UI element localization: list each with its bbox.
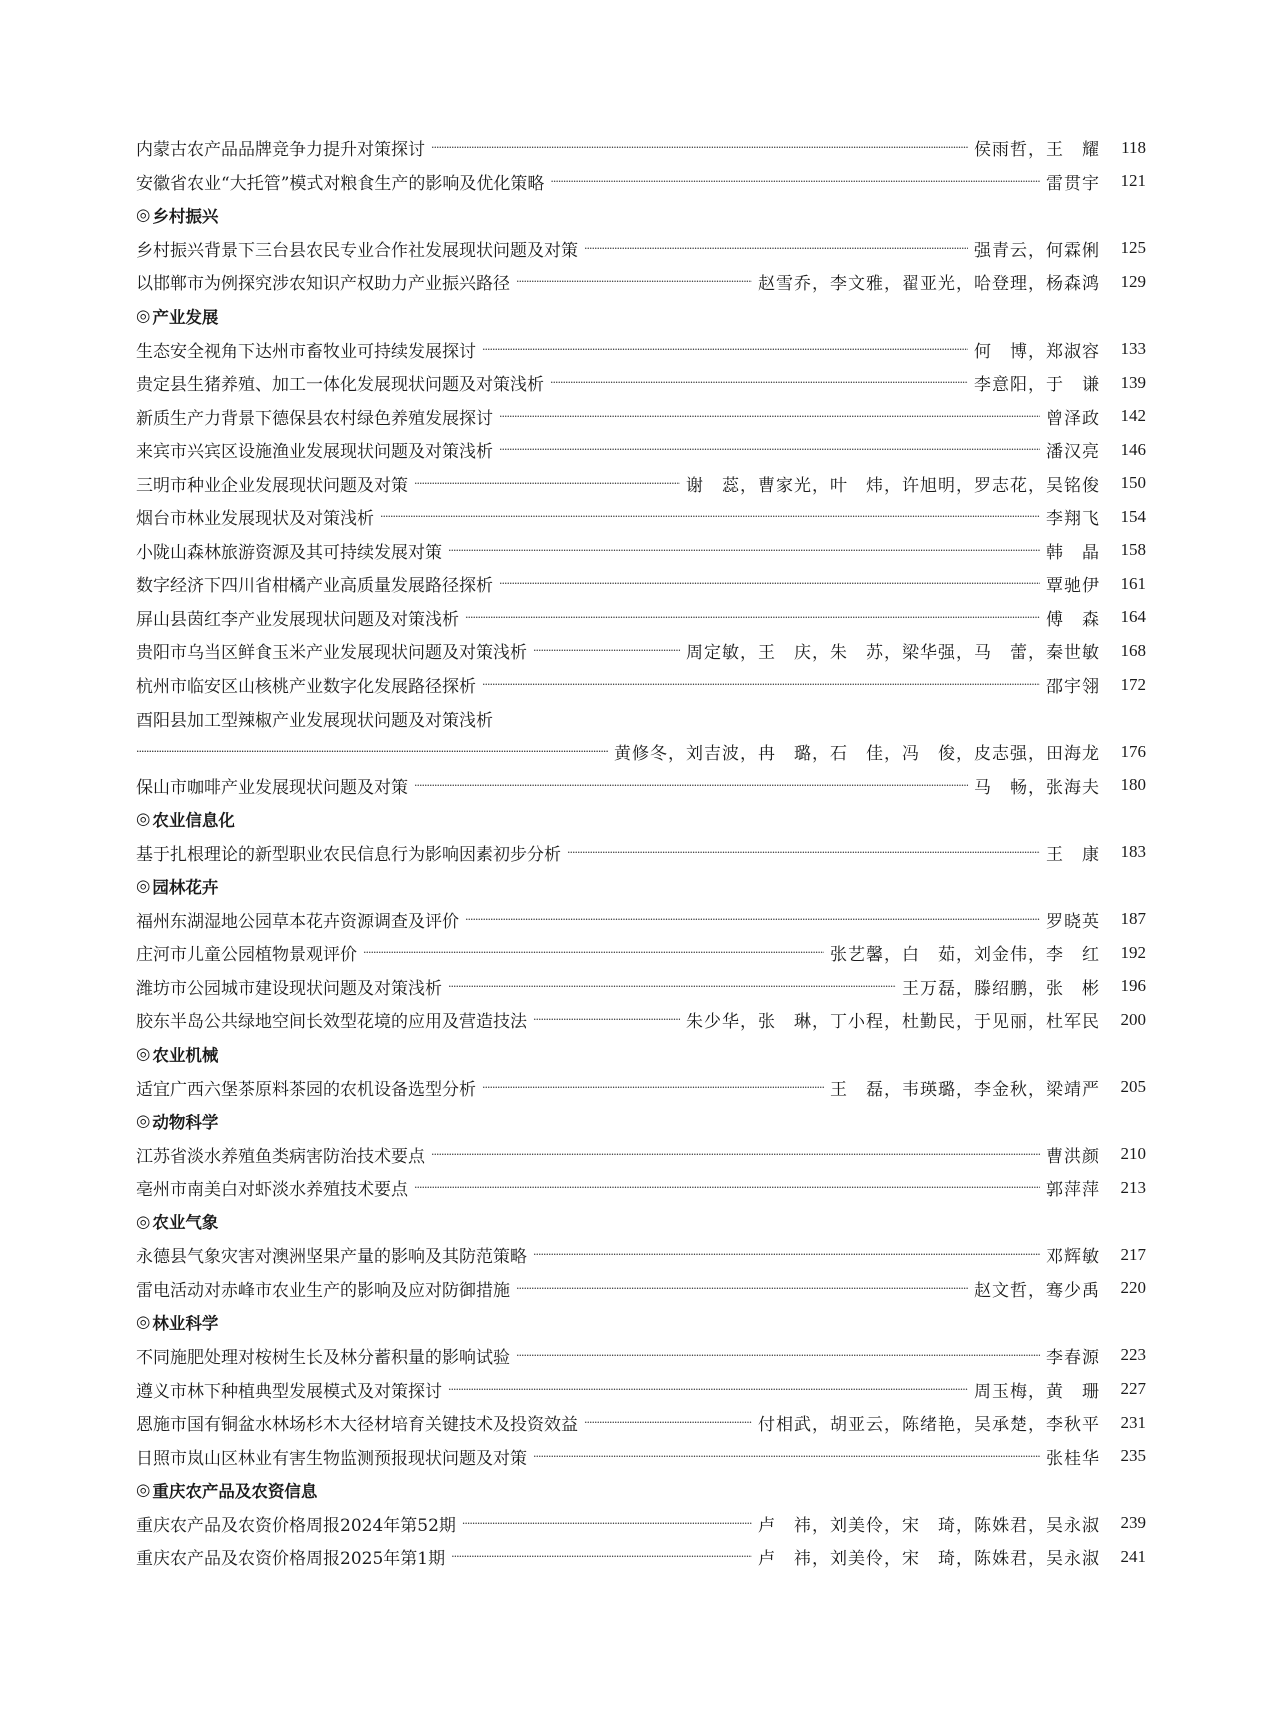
- leader-dots: [499, 577, 1040, 590]
- entry-authors: 卢 祎，刘美伶，宋 琦，陈姝君，吴永淑: [758, 1549, 1100, 1570]
- entry-page-number: 146: [1120, 439, 1146, 459]
- entry-page-number: 133: [1120, 339, 1146, 359]
- toc-entry: [136, 903, 1146, 937]
- section-heading: [136, 1037, 1146, 1071]
- toc-entry: [136, 131, 1146, 165]
- toc-entry: [136, 1003, 1146, 1037]
- entry-title: 雷电活动对赤峰市农业生产的影响及应对防御措施: [136, 1280, 510, 1301]
- section-title: 园林花卉: [152, 877, 219, 897]
- leader-dots: [431, 1148, 1040, 1161]
- entry-page-number: 231: [1120, 1412, 1146, 1432]
- entry-page-number: 200: [1120, 1009, 1146, 1029]
- entry-page-number: 192: [1120, 942, 1146, 962]
- entry-authors: 王 磊，韦瑛璐，李金秋，梁靖严: [830, 1079, 1100, 1100]
- entry-title: 胶东半岛公共绿地空间长效型花境的应用及营造技法: [136, 1012, 527, 1033]
- entry-title: 新质生产力背景下德保县农村绿色养殖发展探讨: [136, 408, 493, 429]
- toc-entry: [136, 1238, 1146, 1272]
- section-mark-icon: ◎: [136, 306, 151, 325]
- entry-title: 重庆农产品及农资价格周报2025年第1期: [136, 1549, 446, 1570]
- section-heading: [136, 869, 1146, 903]
- leader-dots: [499, 443, 1040, 456]
- entry-authors: 赵雪乔，李文雅，翟亚光，哈登理，杨森鸿: [758, 274, 1100, 295]
- toc-entry: [136, 534, 1146, 568]
- entry-page-number: 172: [1120, 674, 1146, 694]
- entry-authors: 王万磊，滕绍鹏，张 彬: [902, 978, 1100, 999]
- entry-title: 日照市岚山区林业有害生物监测预报现状问题及对策: [136, 1448, 527, 1469]
- toc-entry: [136, 1272, 1146, 1306]
- entry-title: 三明市种业企业发展现状问题及对策: [136, 475, 408, 496]
- section-mark-icon: ◎: [136, 1111, 151, 1131]
- entry-authors: 周定敏，王 庆，朱 苏，梁华强，马 蕾，秦世敏: [686, 643, 1100, 664]
- leader-dots: [448, 980, 896, 993]
- entry-title: 适宜广西六堡茶原料茶园的农机设备选型分析: [136, 1079, 476, 1100]
- entry-page-number: 168: [1120, 640, 1146, 660]
- entry-title: 保山市咖啡产业发展现状问题及对策: [136, 777, 408, 798]
- section-mark-icon: ◎: [136, 1044, 151, 1064]
- entry-authors: 周玉梅，黄 珊: [974, 1381, 1100, 1402]
- entry-title: 恩施市国有铜盆水林场杉木大径材培育关键技术及投资效益: [136, 1415, 578, 1436]
- section-heading: [136, 299, 1146, 333]
- entry-title: 永德县气象灾害对澳洲坚果产量的影响及其防范策略: [136, 1247, 527, 1268]
- entry-title: 烟台市林业发展现状及对策浅析: [136, 509, 374, 530]
- toc-entry: [136, 1339, 1146, 1373]
- entry-title: 乡村振兴背景下三台县农民专业合作社发展现状问题及对策: [136, 240, 578, 261]
- leader-dots: [448, 1383, 968, 1396]
- leader-dots: [533, 1450, 1040, 1463]
- leader-dots: [431, 141, 968, 154]
- entry-page-number: 210: [1120, 1144, 1146, 1164]
- entry-title: 数字经济下四川省柑橘产业高质量发展路径探析: [136, 576, 493, 597]
- toc-entry: [136, 768, 1146, 802]
- leader-dots: [482, 678, 1040, 691]
- leader-dots: [516, 275, 752, 288]
- section-title: 动物科学: [152, 1112, 219, 1132]
- section-title: 乡村振兴: [152, 206, 219, 226]
- leader-dots: [550, 175, 1040, 188]
- entry-page-number: 121: [1120, 171, 1146, 191]
- toc-entry: [136, 265, 1146, 299]
- entry-title: 生态安全视角下达州市畜牧业可持续发展探讨: [136, 341, 476, 362]
- section-title: 农业气象: [152, 1213, 219, 1233]
- entry-page-number: 158: [1120, 540, 1146, 560]
- entry-title: 不同施肥处理对桉树生长及林分蓄积量的影响试验: [136, 1347, 510, 1368]
- leader-dots: [533, 1013, 680, 1026]
- section-title: 农业信息化: [152, 810, 235, 830]
- entry-page-number: 196: [1120, 976, 1146, 996]
- entry-title: 屏山县茵红李产业发展现状问题及对策浅析: [136, 609, 459, 630]
- toc-entry: [136, 970, 1146, 1004]
- entry-page-number: 223: [1120, 1345, 1146, 1365]
- toc-entry: [136, 1070, 1146, 1104]
- toc-entry: [136, 936, 1146, 970]
- entry-authors: 朱少华，张 琳，丁小程，杜勤民，于见丽，杜军民: [686, 1012, 1100, 1033]
- entry-page-number: 125: [1120, 238, 1146, 258]
- leader-dots: [380, 510, 1040, 523]
- entry-authors: 卢 祎，刘美伶，宋 琦，陈姝君，吴永淑: [758, 1515, 1100, 1536]
- leader-dots: [414, 779, 968, 792]
- entry-authors: 邵宇翎: [1046, 677, 1100, 698]
- entry-page-number: 241: [1120, 1546, 1146, 1566]
- toc-entry: [136, 466, 1146, 500]
- toc-entry: [136, 433, 1146, 467]
- entry-title: 亳州市南美白对虾淡水养殖技术要点: [136, 1180, 408, 1201]
- entry-authors: 曾泽政: [1046, 408, 1100, 429]
- toc-entry: [136, 1406, 1146, 1440]
- entry-authors: 张桂华: [1046, 1448, 1100, 1469]
- toc-entry: [136, 165, 1146, 199]
- leader-dots: [414, 477, 680, 490]
- leader-dots: [448, 544, 1040, 557]
- entry-authors: 雷贯宇: [1046, 173, 1100, 194]
- section-heading: [136, 1205, 1146, 1239]
- leader-dots: [499, 410, 1040, 423]
- entry-page-number: 239: [1120, 1513, 1146, 1533]
- leader-dots: [482, 343, 968, 356]
- entry-title: 庄河市儿童公园植物景观评价: [136, 945, 357, 966]
- entry-title: 杭州市临安区山核桃产业数字化发展路径探析: [136, 677, 476, 698]
- section-heading: [136, 198, 1146, 232]
- leader-dots: [462, 1517, 752, 1530]
- leader-dots: [550, 376, 968, 389]
- section-heading: [136, 1104, 1146, 1138]
- entry-authors: 黄修冬，刘吉波，冉 璐，石 佳，冯 俊，皮志强，田海龙: [614, 744, 1100, 765]
- section-mark-icon: ◎: [136, 1480, 151, 1500]
- toc-entry: [136, 701, 1146, 735]
- toc-entry: [136, 835, 1146, 869]
- leader-dots: [584, 242, 968, 255]
- entry-title: 酉阳县加工型辣椒产业发展现状问题及对策浅析: [136, 710, 493, 731]
- leader-dots: [136, 745, 608, 758]
- entry-authors: 马 畅，张海夫: [974, 777, 1100, 798]
- entry-authors: 付相武，胡亚云，陈绪艳，吴承楚，李秋平: [758, 1415, 1100, 1436]
- section-mark-icon: ◎: [136, 205, 151, 225]
- toc-entry: [136, 1540, 1146, 1574]
- entry-page-number: 227: [1120, 1379, 1146, 1398]
- entry-authors: 邓辉敏: [1046, 1247, 1100, 1268]
- entry-title: 来宾市兴宾区设施渔业发展现状问题及对策浅析: [136, 442, 493, 463]
- section-title: 重庆农产品及农资信息: [152, 1481, 318, 1501]
- leader-dots: [533, 1248, 1040, 1261]
- leader-dots: [465, 913, 1040, 926]
- entry-authors: 韩 晶: [1046, 542, 1100, 563]
- entry-authors: 罗晓英: [1046, 911, 1100, 932]
- entry-page-number: 205: [1120, 1077, 1146, 1097]
- toc-entry: [136, 1171, 1146, 1205]
- entry-authors: 郭萍萍: [1046, 1180, 1100, 1201]
- entry-authors: 傅 森: [1046, 609, 1100, 630]
- entry-page-number: 139: [1120, 372, 1146, 392]
- entry-title: 小陇山森林旅游资源及其可持续发展对策: [136, 542, 442, 563]
- leader-dots: [516, 1282, 968, 1295]
- toc-entry: [136, 1372, 1146, 1406]
- leader-dots: [465, 611, 1040, 624]
- entry-title: 以邯郸市为例探究涉农知识产权助力产业振兴路径: [136, 274, 510, 295]
- entry-authors: 曹洪颜: [1046, 1146, 1100, 1167]
- entry-page-number: 154: [1120, 506, 1146, 526]
- entry-page-number: 217: [1120, 1244, 1146, 1264]
- toc-entry: [136, 1137, 1146, 1171]
- toc-entry: [136, 500, 1146, 534]
- entry-page-number: 118: [1121, 137, 1146, 157]
- entry-title: 遵义市林下种植典型发展模式及对策探讨: [136, 1381, 442, 1402]
- leader-dots: [567, 846, 1040, 859]
- toc-entry: [136, 1506, 1146, 1540]
- leader-dots: [533, 644, 680, 657]
- leader-dots: [482, 1081, 824, 1094]
- entry-authors: 覃驰伊: [1046, 576, 1100, 597]
- entry-title: 贵定县生猪养殖、加工一体化发展现状问题及对策浅析: [136, 375, 544, 396]
- section-mark-icon: ◎: [136, 876, 151, 896]
- entry-page-number: 150: [1120, 473, 1146, 493]
- section-mark-icon: ◎: [136, 809, 151, 829]
- entry-title: 基于扎根理论的新型职业农民信息行为影响因素初步分析: [136, 844, 561, 865]
- entry-page-number: 187: [1120, 909, 1146, 929]
- section-heading: [136, 802, 1146, 836]
- entry-page-number: 161: [1120, 573, 1146, 593]
- leader-dots: [414, 1181, 1040, 1194]
- section-heading: [136, 1305, 1146, 1339]
- entry-page-number: 176: [1120, 741, 1146, 761]
- entry-authors: 李意阳，于 谦: [974, 375, 1100, 396]
- entry-page-number: 129: [1120, 271, 1146, 291]
- entry-title: 内蒙古农产品品牌竞争力提升对策探讨: [136, 140, 425, 161]
- entry-page-number: 180: [1120, 775, 1146, 795]
- leader-dots: [516, 1349, 1040, 1362]
- table-of-contents: [136, 131, 1146, 1574]
- entry-title: 潍坊市公园城市建设现状问题及对策浅析: [136, 978, 442, 999]
- entry-title: 贵阳市乌当区鲜食玉米产业发展现状问题及对策浅析: [136, 643, 527, 664]
- leader-dots: [451, 1550, 752, 1563]
- entry-authors: 谢 蕊，曹家光，叶 炜，许旭明，罗志花，吴铭俊: [686, 475, 1100, 496]
- toc-entry: [136, 601, 1146, 635]
- entry-page-number: 220: [1120, 1278, 1146, 1298]
- toc-entry: [136, 366, 1146, 400]
- entry-page-number: 142: [1120, 406, 1146, 426]
- section-title: 农业机械: [152, 1045, 219, 1065]
- entry-authors: 强青云，何霖俐: [974, 240, 1100, 261]
- entry-authors: 侯雨哲，王 耀: [974, 140, 1100, 161]
- section-mark-icon: ◎: [136, 1211, 151, 1231]
- entry-page-number: 183: [1120, 842, 1146, 862]
- entry-authors: 何 博，郑淑容: [974, 341, 1100, 362]
- section-title: 林业科学: [152, 1313, 219, 1333]
- entry-title: 安徽省农业“大托管”模式对粮食生产的影响及优化策略: [136, 173, 545, 194]
- section-title: 产业发展: [152, 307, 219, 327]
- section-mark-icon: ◎: [136, 1312, 151, 1332]
- entry-title: 福州东湖湿地公园草本花卉资源调查及评价: [136, 911, 459, 932]
- entry-title: 江苏省淡水养殖鱼类病害防治技术要点: [136, 1146, 425, 1167]
- entry-title: 重庆农产品及农资价格周报2024年第52期: [136, 1515, 456, 1536]
- leader-dots: [363, 946, 824, 959]
- entry-authors: 王 康: [1046, 844, 1100, 865]
- toc-entry: [136, 399, 1146, 433]
- entry-page-number: 235: [1120, 1446, 1146, 1466]
- entry-page-number: 213: [1120, 1177, 1146, 1197]
- toc-entry: [136, 1439, 1146, 1473]
- toc-entry: [136, 232, 1146, 266]
- entry-authors: 张艺馨，白 茹，刘金伟，李 红: [830, 945, 1100, 966]
- toc-entry: [136, 668, 1146, 702]
- toc-entry: [136, 634, 1146, 668]
- toc-entry: [136, 735, 1146, 769]
- section-heading: [136, 1473, 1146, 1507]
- toc-entry: [136, 567, 1146, 601]
- toc-entry: [136, 332, 1146, 366]
- entry-authors: 赵文哲，骞少禹: [974, 1280, 1100, 1301]
- entry-authors: 潘汉亮: [1046, 442, 1100, 463]
- entry-authors: 李春源: [1046, 1347, 1100, 1368]
- entry-page-number: 164: [1120, 607, 1146, 627]
- leader-dots: [584, 1416, 752, 1429]
- entry-authors: 李翔飞: [1046, 509, 1100, 530]
